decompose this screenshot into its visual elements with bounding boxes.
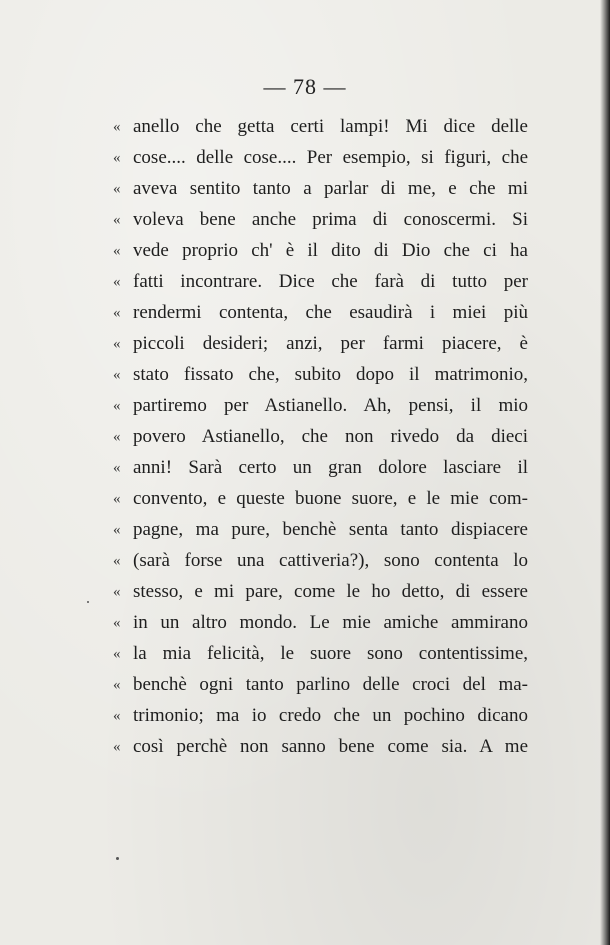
- quote-mark: «: [113, 491, 121, 507]
- quote-mark: «: [113, 429, 121, 445]
- text-line: [113, 142, 528, 173]
- line-text: cose.... delle cose.... Per esempio, si figuri, che: [133, 147, 528, 168]
- text-line: [113, 266, 528, 297]
- line-text: stato fissato che, subito dopo il matrimonio,: [133, 364, 528, 385]
- line-text: vede proprio ch' è il dito di Dio che ci ha: [133, 240, 528, 261]
- text-line: [113, 669, 528, 700]
- text-line: [113, 638, 528, 669]
- quote-mark: «: [113, 305, 121, 321]
- text-line: [113, 452, 528, 483]
- quote-mark: «: [113, 398, 121, 414]
- line-text: anello che getta certi lampi! Mi dice delle: [133, 116, 528, 137]
- quote-mark: «: [113, 646, 121, 662]
- text-line: [113, 700, 528, 731]
- quote-mark: «: [113, 181, 121, 197]
- text-line: [113, 204, 528, 235]
- line-text: partiremo per Astianello. Ah, pensi, il mio: [133, 395, 528, 416]
- text-line: [113, 607, 528, 638]
- text-line: [113, 173, 528, 204]
- quote-mark: «: [113, 615, 121, 631]
- page-edge-shadow: [600, 0, 610, 945]
- quote-mark: «: [113, 336, 121, 352]
- paper-speck: [116, 857, 119, 860]
- text-line: [113, 514, 528, 545]
- text-line: [113, 390, 528, 421]
- quote-mark: «: [113, 212, 121, 228]
- quote-mark: «: [113, 708, 121, 724]
- text-line: [113, 111, 528, 142]
- quote-mark: «: [113, 274, 121, 290]
- text-line: [113, 328, 528, 359]
- quote-mark: «: [113, 739, 121, 755]
- quote-mark: «: [113, 367, 121, 383]
- quote-mark: «: [113, 150, 121, 166]
- text-line: [113, 235, 528, 266]
- text-line: [113, 421, 528, 452]
- line-text: così perchè non sanno bene come sia. A me: [133, 736, 528, 757]
- quote-mark: «: [113, 677, 121, 693]
- text-line: [113, 483, 528, 514]
- quote-mark: «: [113, 553, 121, 569]
- text-line: [113, 731, 528, 762]
- quote-mark: «: [113, 460, 121, 476]
- line-text: anni! Sarà certo un gran dolore lasciare il: [133, 457, 528, 478]
- line-text: convento, e queste buone suore, e le mie com-: [133, 488, 528, 509]
- text-line: [113, 359, 528, 390]
- quote-mark: «: [113, 119, 121, 135]
- text-line: [113, 297, 528, 328]
- line-text: in un altro mondo. Le mie amiche ammirano: [133, 612, 528, 633]
- quote-mark: «: [113, 522, 121, 538]
- line-text: fatti incontrare. Dice che farà di tutto per: [133, 271, 528, 292]
- line-text: piccoli desideri; anzi, per farmi piacere, è: [133, 333, 528, 354]
- line-text: pagne, ma pure, benchè senta tanto dispiacere: [133, 519, 528, 540]
- line-text: trimonio; ma io credo che un pochino dicano: [133, 705, 528, 726]
- line-text: benchè ogni tanto parlino delle croci del ma-: [133, 674, 528, 695]
- line-text: la mia felicità, le suore sono contentissime,: [133, 643, 528, 664]
- page-number: — 78 —: [263, 74, 347, 99]
- quote-mark: «: [113, 243, 121, 259]
- line-text: rendermi contenta, che esaudirà i miei più: [133, 302, 528, 323]
- line-text: (sarà forse una cattiveria?), sono contenta lo: [133, 550, 528, 571]
- text-block: [113, 111, 528, 762]
- line-text: aveva sentito tanto a parlar di me, e che mi: [133, 178, 528, 199]
- quote-mark: «: [113, 584, 121, 600]
- text-line: [113, 576, 528, 607]
- line-text: povero Astianello, che non rivedo da dieci: [133, 426, 528, 447]
- line-text: voleva bene anche prima di conoscermi. Si: [133, 209, 528, 230]
- line-text: stesso, e mi pare, come le ho detto, di essere: [133, 581, 528, 602]
- paper-speck: [87, 601, 89, 603]
- text-line: [113, 545, 528, 576]
